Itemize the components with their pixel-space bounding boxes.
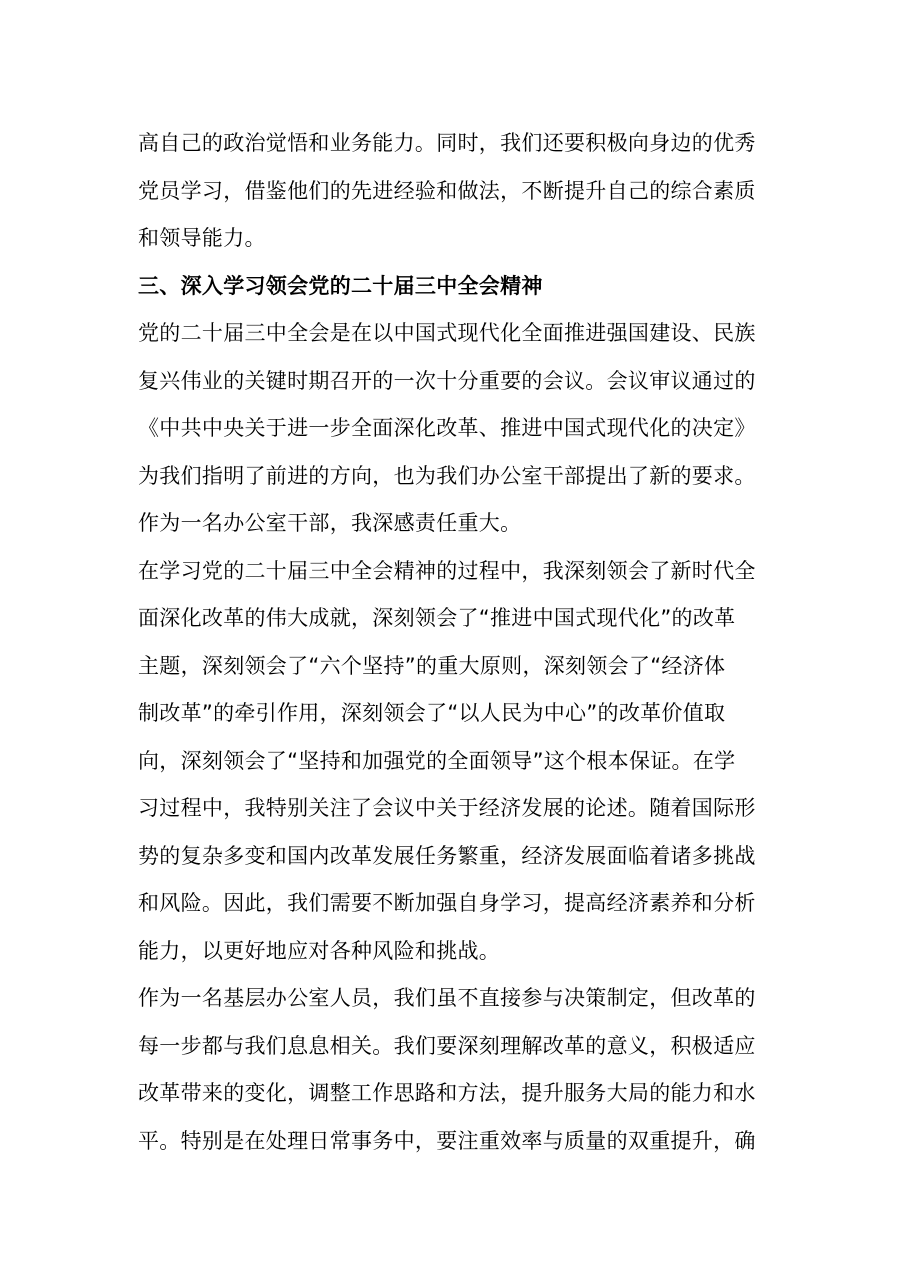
text-line: 向，深刻领会了“坚持和加强党的全面领导”这个根本保证。在学 [138,749,736,773]
text-line: 面深化改革的伟大成就，深刻领会了“推进中国式现代化”的改革 [138,606,736,630]
section-heading: 三、深入学习领会党的二十届三中全会精神 [138,274,543,298]
text-line: 改革带来的变化，调整工作思路和方法，提升服务大局的能力和水 [138,1081,756,1105]
text-line: 习过程中，我特别关注了会议中关于经济发展的论述。随着国际形 [138,796,756,820]
text-line: 作为一名办公室干部，我深感责任重大。 [138,511,522,535]
text-line: 每一步都与我们息息相关。我们要深刻理解改革的意义，积极适应 [138,1034,756,1058]
text-line: 势的复杂多变和国内改革发展任务繁重，经济发展面临着诸多挑战 [138,844,756,868]
text-line: 高自己的政治觉悟和业务能力。同时，我们还要积极向身边的优秀 [138,131,756,155]
text-line: 党员学习，借鉴他们的先进经验和做法，不断提升自己的综合素质 [138,179,756,203]
text-line: 主题，深刻领会了“六个坚持”的重大原则，深刻领会了“经济体 [138,654,726,678]
text-line: 复兴伟业的关键时期召开的一次十分重要的会议。会议审议通过的 [138,369,756,393]
text-line: 党的二十届三中全会是在以中国式现代化全面推进强国建设、民族 [138,321,756,345]
text-line: 作为一名基层办公室人员，我们虽不直接参与决策制定，但改革的 [138,986,756,1010]
text-line: 能力，以更好地应对各种风险和挑战。 [138,939,501,963]
text-line: 和领导能力。 [138,226,266,250]
text-line: 制改革”的牵引作用，深刻领会了“以人民为中心”的改革价值取 [138,701,726,725]
text-line: 和风险。因此，我们需要不断加强自身学习，提高经济素养和分析 [138,891,756,915]
text-line: 平。特别是在处理日常事务中，要注重效率与质量的双重提升，确 [138,1129,756,1153]
text-line: 在学习党的二十届三中全会精神的过程中，我深刻领会了新时代全 [138,559,756,583]
text-line: 《中共中央关于进一步全面深化改革、推进中国式现代化的决定》 [138,416,756,440]
text-line: 为我们指明了前进的方向，也为我们办公室干部提出了新的要求。 [138,464,756,488]
